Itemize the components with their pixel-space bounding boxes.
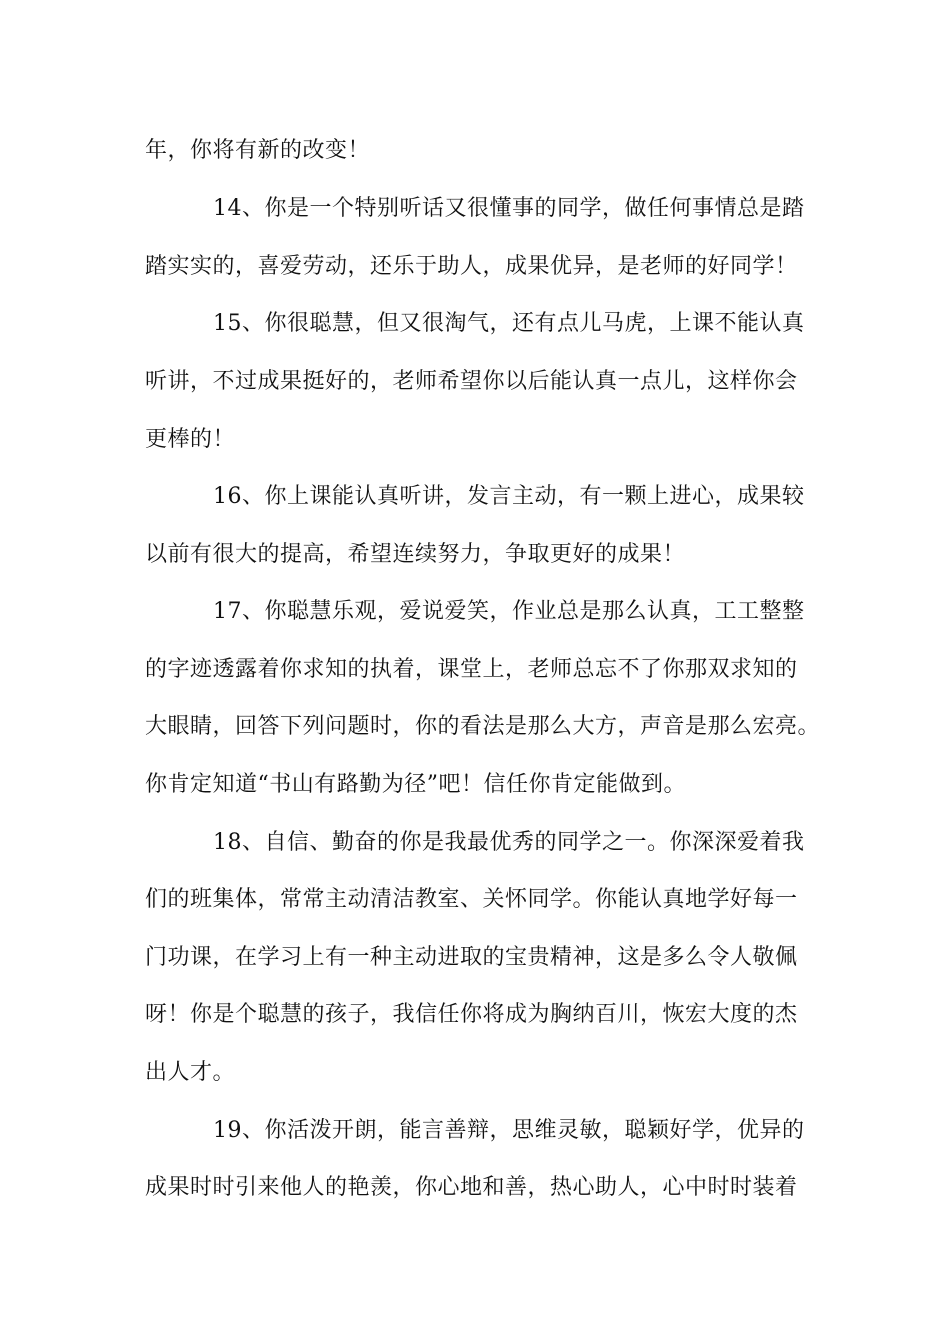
text-line: 的字迹透露着你求知的执着，课堂上，老师总忘不了你那双求知的 [145,657,798,682]
text-line: 更棒的！ [145,427,236,452]
paragraph-start-line: 18、自信、勤奋的你是我最优秀的同学之一。你深深爱着我 [213,830,805,855]
text-line: 以前有很大的提高，希望连续努力，争取更好的成果！ [145,542,686,567]
paragraph-start-line: 17、你聪慧乐观，爱说爱笑，作业总是那么认真，工工整整 [213,599,805,624]
paragraph-start-line: 16、你上课能认真听讲，发言主动，有一颗上进心，成果较 [213,484,805,509]
text-line: 门功课，在学习上有一种主动进取的宝贵精神，这是多么令人敬佩 [145,945,798,970]
text-line: 听讲，不过成果挺好的，老师希望你以后能认真一点儿，这样你会 [145,369,798,394]
text-line: 大眼睛，回答下列问题时，你的看法是那么大方，声音是那么宏亮。 [145,714,821,739]
text-line: 踏实实的，喜爱劳动，还乐于助人，成果优异，是老师的好同学！ [145,254,798,279]
text-line: 出人才。 [145,1060,236,1085]
text-line: 们的班集体，常常主动清洁教室、关怀同学。你能认真地学好每一 [145,887,798,912]
text-line: 年，你将有新的改变！ [145,138,371,163]
text-line: 你肯定知道“书山有路勤为径”吧！信任你肯定能做到。 [145,772,686,797]
paragraph-start-line: 15、你很聪慧，但又很淘气，还有点儿马虎，上课不能认真 [213,311,805,336]
text-line: 呀！你是个聪慧的孩子，我信任你将成为胸纳百川，恢宏大度的杰 [145,1002,798,1027]
text-line: 成果时时引来他人的艳羡，你心地和善，热心助人，心中时时装着 [145,1175,798,1200]
paragraph-start-line: 19、你活泼开朗，能言善辩，思维灵敏，聪颖好学，优异的 [213,1118,805,1143]
paragraph-start-line: 14、你是一个特别听话又很懂事的同学，做任何事情总是踏 [213,196,805,221]
